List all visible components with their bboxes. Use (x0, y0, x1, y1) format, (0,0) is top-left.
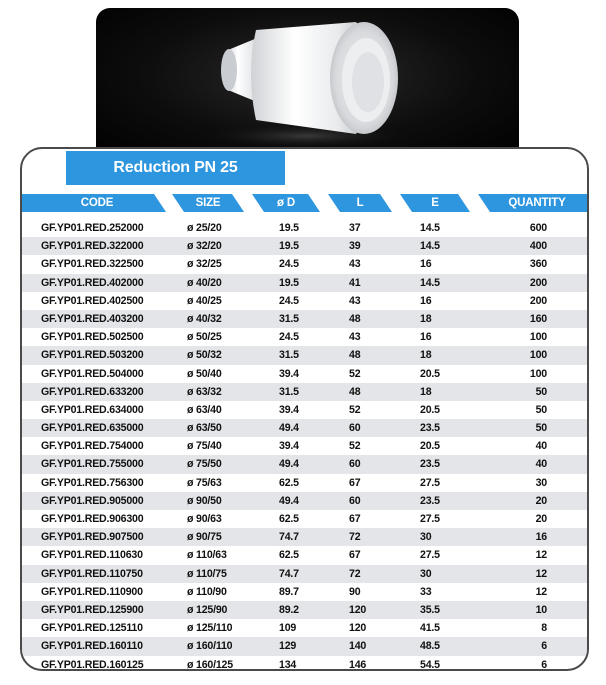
cell-size: ø 125/110 (187, 622, 233, 635)
cell-quantity: 100 (529, 349, 547, 362)
cell-l: 72 (349, 567, 361, 580)
cell-code: GF.YP01.RED.160125 (41, 658, 144, 671)
cell-e: 23.5 (420, 458, 440, 471)
cell-od: 89.7 (279, 585, 299, 598)
cell-size: ø 50/25 (187, 331, 222, 344)
cell-e: 54.5 (420, 658, 440, 671)
cell-e: 27.5 (420, 476, 440, 489)
cell-code: GF.YP01.RED.907500 (41, 531, 144, 544)
cell-l: 146 (349, 658, 367, 671)
cell-code: GF.YP01.RED.633200 (41, 385, 144, 398)
cell-quantity: 200 (529, 294, 547, 307)
cell-size: ø 40/20 (187, 276, 222, 289)
table-row (22, 310, 587, 328)
cell-code: GF.YP01.RED.504000 (41, 367, 144, 380)
cell-quantity: 100 (529, 367, 547, 380)
cell-code: GF.YP01.RED.110750 (41, 567, 143, 580)
cell-quantity: 100 (529, 331, 547, 344)
cell-code: GF.YP01.RED.110630 (41, 549, 143, 562)
table-row (22, 346, 587, 364)
product-table-card (20, 147, 589, 671)
table-row (22, 292, 587, 310)
cell-code: GF.YP01.RED.905000 (41, 494, 144, 507)
cell-quantity: 6 (541, 658, 547, 671)
cell-l: 67 (349, 476, 361, 489)
cell-quantity: 20 (535, 494, 547, 507)
table-row (22, 328, 587, 346)
cell-l: 48 (349, 385, 361, 398)
cell-size: ø 75/63 (187, 476, 222, 489)
cell-size: ø 32/20 (187, 240, 222, 253)
table-row (22, 583, 587, 601)
table-title: Reduction PN 25 (66, 151, 285, 185)
cell-l: 72 (349, 531, 361, 544)
cell-od: 49.4 (279, 458, 299, 471)
cell-code: GF.YP01.RED.110900 (41, 585, 143, 598)
table-row (22, 419, 587, 437)
table-row (22, 528, 587, 546)
cell-l: 140 (349, 640, 367, 653)
table-body (22, 219, 587, 671)
cell-code: GF.YP01.RED.754000 (41, 440, 144, 453)
cell-quantity: 12 (535, 585, 547, 598)
cell-e: 16 (420, 331, 432, 344)
table-row (22, 237, 587, 255)
cell-od: 39.4 (279, 440, 299, 453)
cell-e: 35.5 (420, 603, 440, 616)
cell-quantity: 160 (529, 312, 547, 325)
cell-quantity: 30 (535, 476, 547, 489)
cell-code: GF.YP01.RED.503200 (41, 349, 144, 362)
cell-l: 60 (349, 494, 361, 507)
table-row (22, 474, 587, 492)
cell-l: 37 (349, 222, 361, 234)
cell-code: GF.YP01.RED.906300 (41, 513, 144, 525)
cell-size: ø 63/32 (187, 385, 222, 398)
cell-size: ø 50/32 (187, 349, 222, 362)
product-photo (96, 8, 519, 158)
cell-quantity: 6 (541, 640, 547, 653)
cell-size: ø 125/90 (187, 603, 228, 616)
cell-e: 33 (420, 585, 432, 598)
cell-e: 16 (420, 294, 432, 307)
cell-size: ø 63/40 (187, 403, 222, 416)
table-row (22, 492, 587, 510)
cell-od: 89.2 (279, 603, 299, 616)
cell-l: 52 (349, 367, 361, 380)
cell-l: 43 (349, 294, 361, 307)
cell-od: 62.5 (279, 476, 299, 489)
cell-l: 67 (349, 549, 361, 562)
cell-od: 39.4 (279, 367, 299, 380)
cell-od: 62.5 (279, 513, 299, 525)
cell-size: ø 63/50 (187, 422, 222, 435)
cell-size: ø 90/50 (187, 494, 222, 507)
cell-l: 48 (349, 349, 361, 362)
cell-quantity: 400 (529, 240, 547, 253)
cell-quantity: 8 (541, 622, 547, 635)
cell-code: GF.YP01.RED.252000 (41, 222, 144, 234)
cell-size: ø 110/63 (187, 549, 227, 562)
cell-e: 14.5 (420, 222, 440, 234)
cell-e: 23.5 (420, 422, 440, 435)
cell-size: ø 75/40 (187, 440, 222, 453)
cell-e: 16 (420, 258, 432, 271)
cell-quantity: 40 (535, 440, 547, 453)
cell-l: 43 (349, 258, 361, 271)
column-header-od: ø D (277, 197, 295, 209)
table-row (22, 510, 587, 528)
cell-e: 20.5 (420, 403, 440, 416)
cell-l: 120 (349, 603, 367, 616)
cell-quantity: 12 (535, 549, 547, 562)
table-row (22, 219, 587, 237)
cell-size: ø 110/90 (187, 585, 227, 598)
cell-l: 48 (349, 312, 361, 325)
cell-code: GF.YP01.RED.125110 (41, 622, 143, 635)
cell-e: 18 (420, 349, 432, 362)
cell-code: GF.YP01.RED.502500 (41, 331, 144, 344)
cell-quantity: 10 (535, 603, 547, 616)
column-header-size: SIZE (195, 197, 221, 209)
cell-od: 109 (279, 622, 297, 635)
cell-od: 74.7 (279, 567, 299, 580)
cell-e: 20.5 (420, 367, 440, 380)
table-row (22, 274, 587, 292)
cell-quantity: 600 (529, 222, 547, 234)
cell-code: GF.YP01.RED.322500 (41, 258, 144, 271)
cell-size: ø 160/110 (187, 640, 233, 653)
cell-quantity: 40 (535, 458, 547, 471)
cell-size: ø 75/50 (187, 458, 222, 471)
cell-od: 62.5 (279, 549, 299, 562)
cell-od: 31.5 (279, 312, 299, 325)
cell-code: GF.YP01.RED.756300 (41, 476, 144, 489)
cell-od: 134 (279, 658, 297, 671)
cell-quantity: 200 (529, 276, 547, 289)
column-header-e: E (431, 197, 439, 209)
cell-e: 20.5 (420, 440, 440, 453)
cell-e: 41.5 (420, 622, 440, 635)
cell-l: 43 (349, 331, 361, 344)
table-row (22, 546, 587, 564)
cell-quantity: 50 (535, 403, 547, 416)
cell-od: 19.5 (279, 276, 299, 289)
cell-od: 31.5 (279, 349, 299, 362)
cell-quantity: 16 (535, 531, 547, 544)
cell-size: ø 32/25 (187, 258, 222, 271)
cell-l: 39 (349, 240, 361, 253)
pipe-reducer-icon (96, 8, 519, 158)
cell-od: 24.5 (279, 258, 299, 271)
table-row (22, 637, 587, 655)
cell-e: 30 (420, 531, 432, 544)
cell-l: 67 (349, 513, 361, 525)
cell-e: 14.5 (420, 240, 440, 253)
table-row (22, 565, 587, 583)
cell-l: 120 (349, 622, 367, 635)
cell-code: GF.YP01.RED.322000 (41, 240, 144, 253)
cell-size: ø 50/40 (187, 367, 222, 380)
cell-code: GF.YP01.RED.403200 (41, 312, 144, 325)
table-row (22, 383, 587, 401)
cell-quantity: 50 (535, 385, 547, 398)
cell-e: 23.5 (420, 494, 440, 507)
cell-l: 60 (349, 422, 361, 435)
column-header-code: CODE (80, 197, 114, 209)
cell-size: ø 90/75 (187, 531, 222, 544)
table-row (22, 255, 587, 273)
cell-code: GF.YP01.RED.160110 (41, 640, 143, 653)
cell-quantity: 12 (535, 567, 547, 580)
cell-code: GF.YP01.RED.402500 (41, 294, 144, 307)
cell-od: 39.4 (279, 403, 299, 416)
cell-size: ø 110/75 (187, 567, 227, 580)
table-row (22, 437, 587, 455)
column-header-l: L (356, 197, 364, 209)
cell-code: GF.YP01.RED.635000 (41, 422, 144, 435)
cell-e: 27.5 (420, 549, 440, 562)
cell-quantity: 360 (529, 258, 547, 271)
cell-quantity: 50 (535, 422, 547, 435)
cell-e: 30 (420, 567, 432, 580)
cell-e: 48.5 (420, 640, 440, 653)
cell-size: ø 160/125 (187, 658, 233, 671)
column-header-quantity: QUANTITY (508, 197, 566, 209)
cell-l: 60 (349, 458, 361, 471)
cell-size: ø 40/32 (187, 312, 222, 325)
table-row (22, 601, 587, 619)
table-header (22, 194, 587, 212)
cell-e: 18 (420, 385, 432, 398)
table-row (22, 401, 587, 419)
table-row (22, 656, 587, 672)
cell-od: 24.5 (279, 331, 299, 344)
cell-code: GF.YP01.RED.125900 (41, 603, 144, 616)
cell-quantity: 20 (535, 513, 547, 525)
cell-od: 31.5 (279, 385, 299, 398)
table-row (22, 619, 587, 637)
table-row (22, 455, 587, 473)
cell-l: 52 (349, 403, 361, 416)
cell-od: 19.5 (279, 222, 299, 234)
cell-l: 41 (349, 276, 361, 289)
cell-od: 24.5 (279, 294, 299, 307)
cell-od: 74.7 (279, 531, 299, 544)
cell-e: 18 (420, 312, 432, 325)
cell-e: 27.5 (420, 513, 440, 525)
cell-l: 90 (349, 585, 361, 598)
cell-size: ø 90/63 (187, 513, 222, 525)
cell-e: 14.5 (420, 276, 440, 289)
table-row (22, 365, 587, 383)
cell-od: 129 (279, 640, 297, 653)
cell-size: ø 25/20 (187, 222, 222, 234)
cell-l: 52 (349, 440, 361, 453)
cell-od: 49.4 (279, 422, 299, 435)
cell-size: ø 40/25 (187, 294, 222, 307)
cell-code: GF.YP01.RED.634000 (41, 403, 144, 416)
cell-code: GF.YP01.RED.402000 (41, 276, 144, 289)
cell-od: 49.4 (279, 494, 299, 507)
cell-code: GF.YP01.RED.755000 (41, 458, 144, 471)
cell-od: 19.5 (279, 240, 299, 253)
